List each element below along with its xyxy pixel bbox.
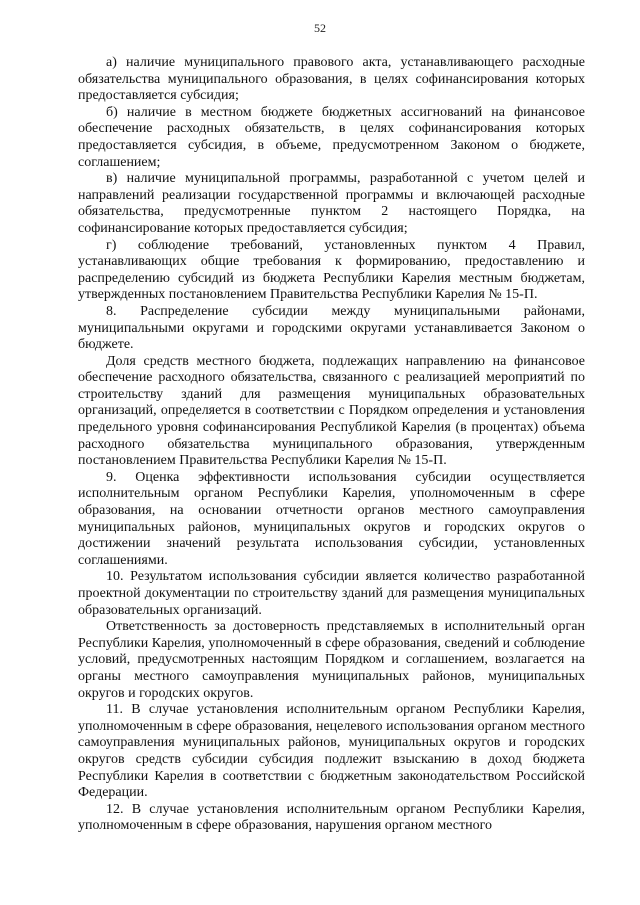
paragraph-10: 10. Результатом использования субсидии является количество разработанной проектной документации по строительству зданий для размещения муниципальных образовательных организаций. — [78, 569, 585, 618]
paragraph-9: 9. Оценка эффективности использования субсидии осуществляется исполнительным органом Республики Карелия, уполномоченным в сфере образования, на основании отчетности органов местного самоуправления муниципальных районов, муниципальных округов и городских округов о достижении значений результата использования субсидии, установленных соглашениями. — [78, 469, 585, 568]
page-number: 52 — [314, 21, 326, 35]
paragraph-12: 12. В случае установления исполнительным органом Республики Карелия, уполномоченным в сфере образования, нарушения органом местного — [78, 801, 585, 834]
paragraph-share-of-funds: Доля средств местного бюджета, подлежащих направлению на финансовое обеспечение расходного обязательства, связанного с реализацией мероприятий по строительству зданий для размещения муниципальных образовательных организаций, определяется в соответствии с Порядком определения и установления предельного уровня софинансирования Республикой Карелия (в процентах) объема расходного обязательства муниципального образования, утвержденным постановлением Правительства Республики Карелия № 15-П. — [78, 353, 585, 469]
paragraph-11: 11. В случае установления исполнительным органом Республики Карелия, уполномоченным в сфере образования, нецелевого использования органом местного самоуправления муниципальных районов, муниципальных округов и городских округов средств субсидии субсидия подлежит взысканию в доход бюджета Республики Карелия в соответствии с бюджетным законодательством Российской Федерации. — [78, 702, 585, 801]
paragraph-v: в) наличие муниципальной программы, разработанной с учетом целей и направлений реализации государственной программы и включающей расходные обязательства, предусмотренные пунктом 2 настоящего Порядка, на софинансирование которых предоставляется субсидия; — [78, 171, 585, 236]
document-body — [78, 55, 585, 835]
paragraph-a: а) наличие муниципального правового акта, устанавливающего расходные обязательства муниципального образования, в целях софинансирования которых предоставляется субсидия; — [78, 55, 585, 104]
paragraph-responsibility: Ответственность за достоверность представляемых в исполнительный орган Республики Карелия, уполномоченный в сфере образования, сведений и соблюдение условий, предусмотренных настоящим Порядком и соглашением, возлагается на органы местного самоуправления муниципальных районов, муниципальных округов и городских округов. — [78, 619, 585, 701]
paragraph-8: 8. Распределение субсидии между муниципальными районами, муниципальными округами и городскими округами устанавливается Законом о бюджете. — [78, 303, 585, 353]
paragraph-b: б) наличие в местном бюджете бюджетных ассигнований на финансовое обеспечение расходных обязательств, в целях софинансирования которых предоставляется субсидия, в объеме, предусмотренном Законом о бюджете, соглашением; — [78, 104, 585, 170]
paragraph-g: г) соблюдение требований, установленных пунктом 4 Правил, устанавливающих общие требования к формированию, предоставлению и распределению субсидий из бюджета Республики Карелия местным бюджетам, утвержденных постановлением Правительства Республики Карелия № 15-П. — [78, 237, 585, 303]
